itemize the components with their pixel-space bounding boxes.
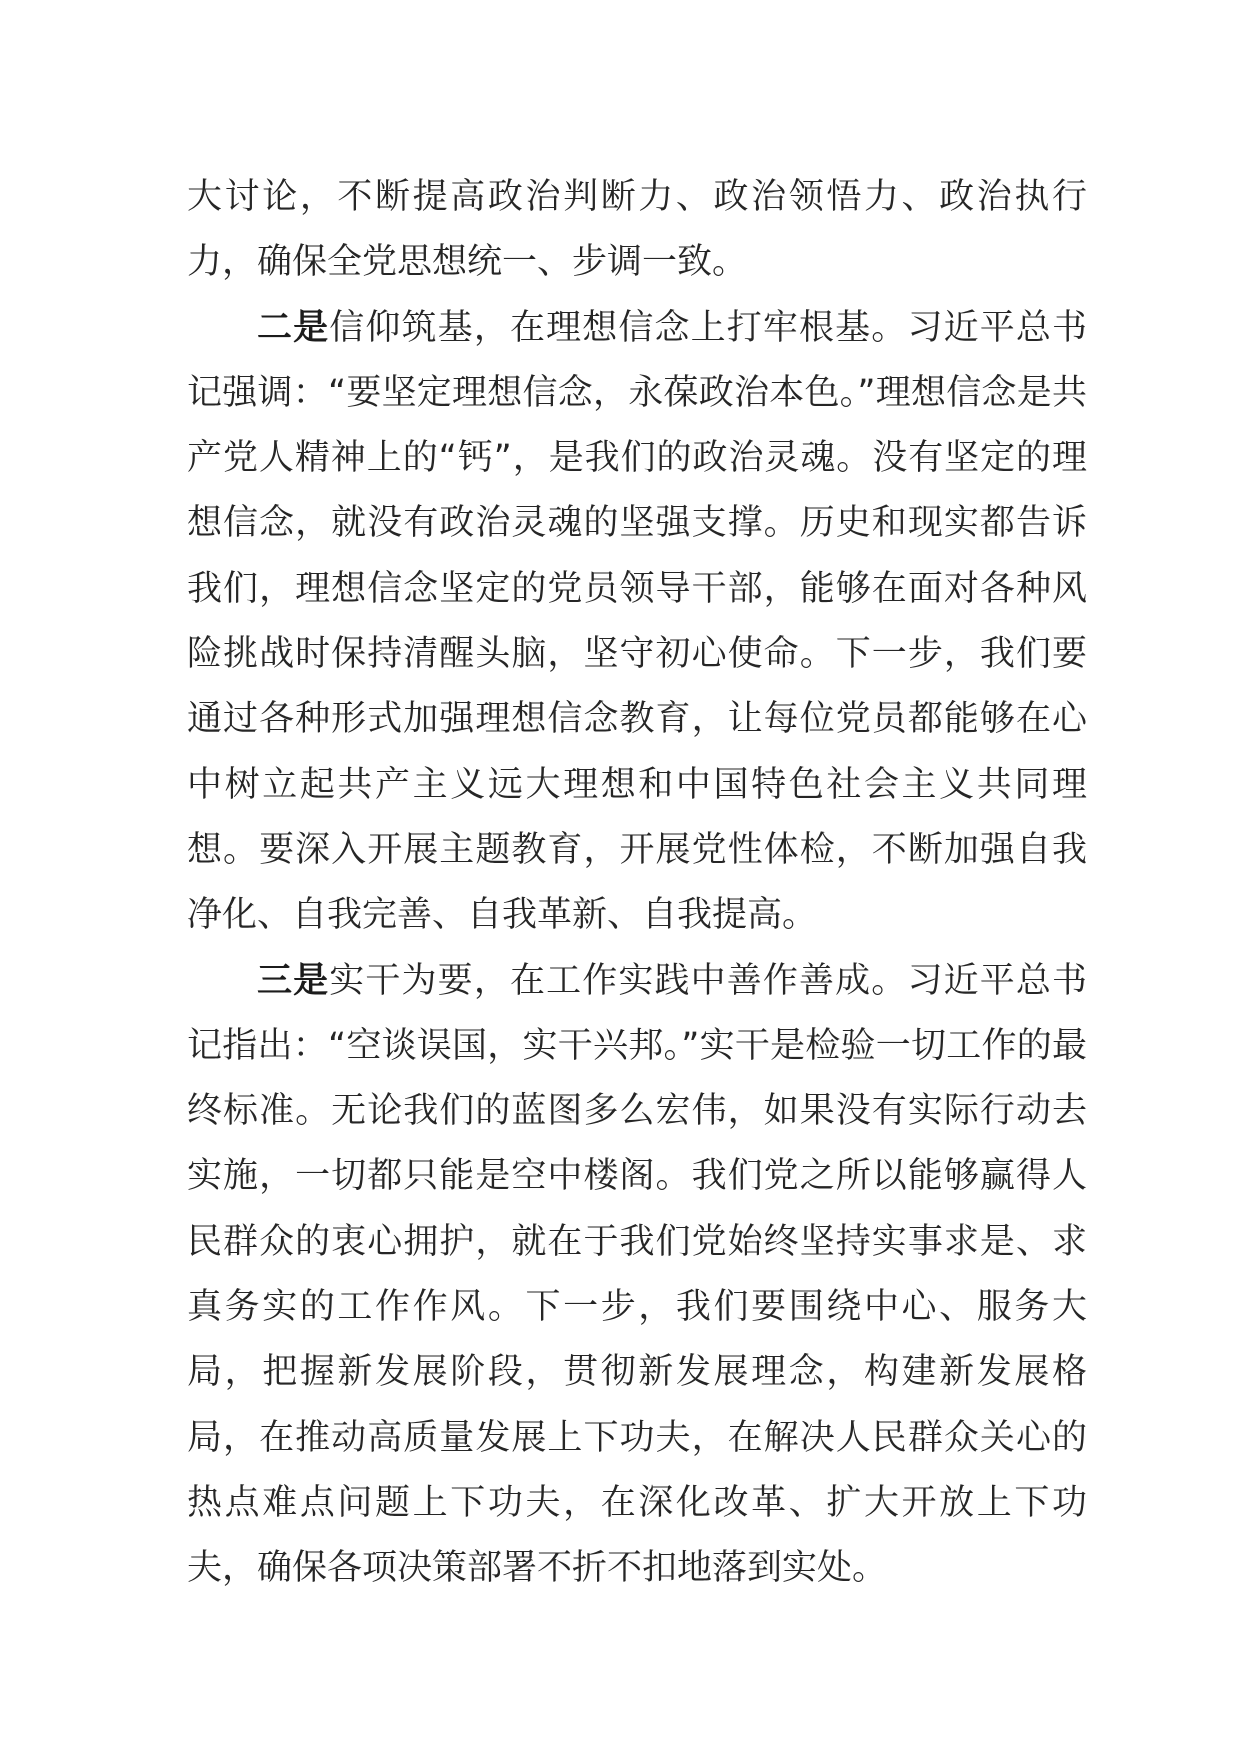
paragraph-lead: 二是 xyxy=(257,307,330,348)
paragraph-continuation xyxy=(187,165,1087,296)
paragraph-text: 大讨论，不断提高政治判断力、政治领悟力、政治执行力，确保全党思想统一、步调一致。 xyxy=(187,177,1087,283)
paragraph-lead: 三是 xyxy=(257,960,330,1001)
paragraph-second-point xyxy=(187,296,1087,949)
document-body xyxy=(187,165,1087,1602)
paragraph-third-point xyxy=(187,949,1087,1602)
paragraph-text: 实干为要，在工作实践中善作善成。习近平总书记指出：“空谈误国，实干兴邦。”实干是检验一切工作的最终标准。无论我们的蓝图多么宏伟，如果没有实际行动去实施，一切都只能是空中楼阁。我们党之所以能够赢得人民群众的衷心拥护，就在于我们党始终坚持实事求是、求真务实的工作作风。下一步，我们要围绕中心、服务大局，把握新发展阶段，贯彻新发展理念，构建新发展格局，在推动高质量发展上下功夫，在解决人民群众关心的热点难点问题上下功夫，在深化改革、扩大开放上下功夫，确保各项决策部署不折不扣地落到实处。 xyxy=(187,960,1087,1589)
paragraph-text: 信仰筑基，在理想信念上打牢根基。习近平总书记强调：“要坚定理想信念，永葆政治本色。”理想信念是共产党人精神上的“钙”，是我们的政治灵魂。没有坚定的理想信念，就没有政治灵魂的坚强支撑。历史和现实都告诉我们，理想信念坚定的党员领导干部，能够在面对各种风险挑战时保持清醒头脑，坚守初心使命。下一步，我们要通过各种形式加强理想信念教育，让每位党员都能够在心中树立起共产主义远大理想和中国特色社会主义共同理想。要深入开展主题教育，开展党性体检，不断加强自我净化、自我完善、自我革新、自我提高。 xyxy=(187,307,1087,936)
